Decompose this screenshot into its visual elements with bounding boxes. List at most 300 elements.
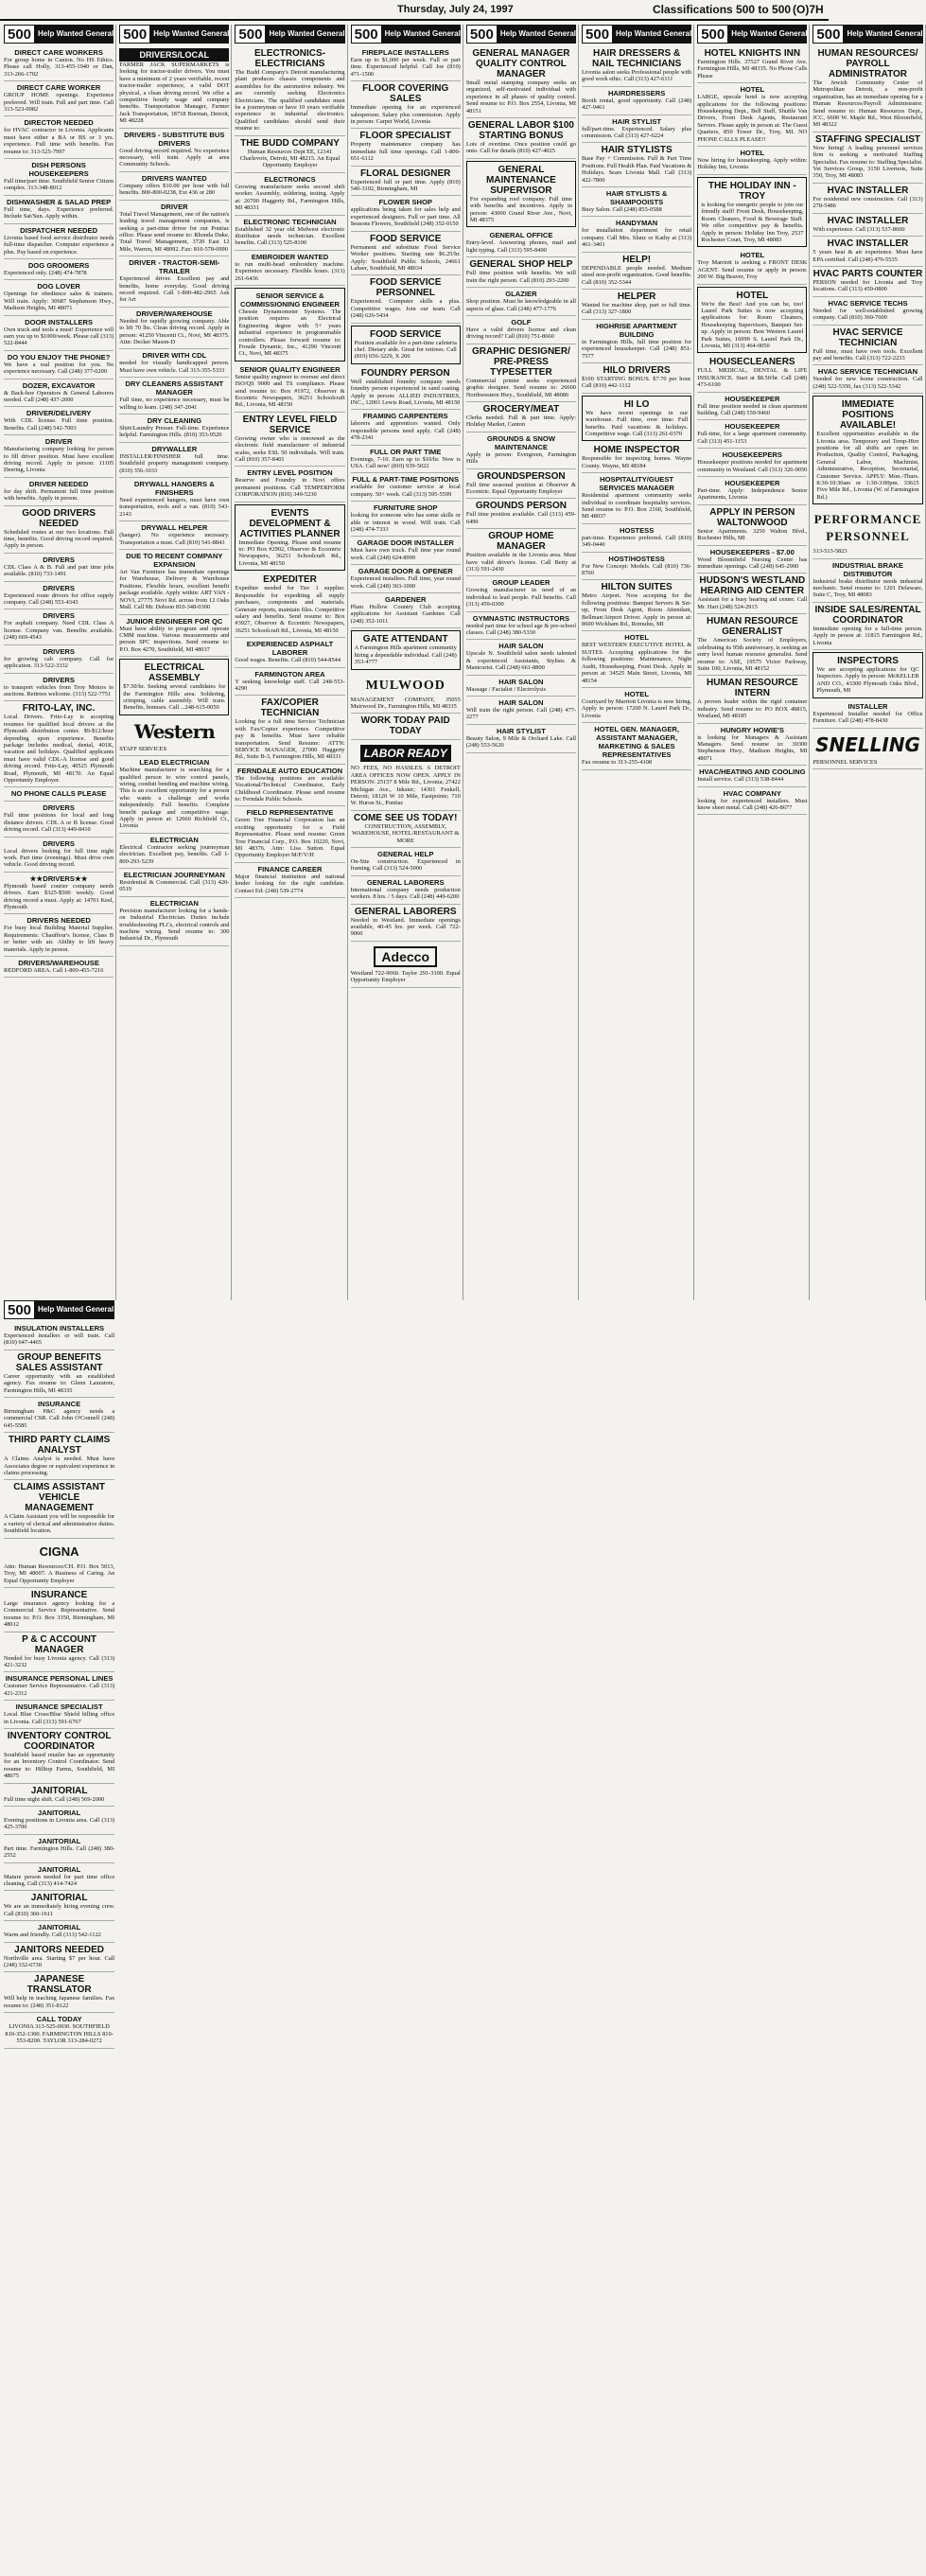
- ad-heading: FERNDALE AUTO EDUCATION: [236, 766, 343, 775]
- ad-body: Career opportunity with an established agency. Fax resume to: Glenn Lauratore, Farmington Hills, MI 48335: [4, 1372, 115, 1394]
- classified-ad: [812, 132, 922, 184]
- classified-ad: [4, 116, 114, 159]
- ad-body: looking for experienced installers. Must know sheet metal. Call (248) 426-8677: [697, 797, 808, 811]
- ad-heading: ELECTRICIAN: [149, 898, 199, 908]
- classified-ad: [812, 326, 922, 366]
- ad-heading: GROUNDS & SNOW MAINTENANCE: [486, 433, 555, 451]
- classified-ad: [466, 288, 576, 316]
- classified-ad: [4, 351, 114, 379]
- classified-ad: [235, 288, 344, 362]
- logo-text: MULWOOD: [365, 678, 446, 693]
- classified-ad: [4, 81, 114, 116]
- classified-ad: [466, 499, 576, 529]
- ad-body: Evening positions in Livonia area. Call (313) 425-3700: [4, 1817, 115, 1831]
- ad-body: For group home in Canton. No HS Ethics. Please call Holly, 313-455-1940 or Dan, 313-266-1702: [4, 57, 114, 78]
- classified-ad: [119, 521, 229, 550]
- ad-body: Local Drivers. Frito-Lay is accepting resumes for qualified local drivers at the Plymouth distribution center. $9-$12/hour depending upon experience. Benefits package includes medical, dental, 401K, vacation and holidays. Qualified applicants must have valid CDL-A license and good driving record. Frito-Lay, 40525 Plymouth Road, Plymouth, MI 48170. An Equal Opportunity Employer.: [4, 714, 114, 784]
- classified-ad: [119, 550, 229, 614]
- masthead: [0, 0, 829, 21]
- advertiser-logo: [812, 511, 922, 545]
- ad-heading: INSURANCE: [38, 1400, 81, 1409]
- column-4: [351, 25, 463, 1300]
- ad-heading: FLOOR SPECIALIST: [359, 131, 452, 142]
- ad-body: On-Site construction. Experienced in framing. Call (313) 524-5000: [350, 857, 461, 873]
- ad-heading: HAIR DRESSERS & NAIL TECHNICIANS: [591, 48, 682, 69]
- classified-ad: [351, 942, 461, 988]
- ad-body: Install service. Call (313) 538-8444: [697, 776, 784, 784]
- ad-body: Property maintenance company has immediate full time openings. Call 1-800-651-6112: [350, 141, 461, 163]
- classified-ad: [351, 630, 461, 669]
- ad-body: Need experienced hangers, must have own transportation, tools and a van. (810) 543-2143: [119, 497, 230, 518]
- ad-heading: HAIR STYLIST: [612, 116, 662, 126]
- ad-contact: CONSTRUCTION, ASSEMBLY, WAREHOUSE, HOTEL/RESTAURANT & MORE: [351, 822, 460, 844]
- ad-body: Full time seasonal position at Observer & Eccentric. Equal Opportunity Employer: [465, 481, 577, 495]
- ad-body: to transport vehicles from Troy Motors to auctions. Retirees welcome. (313) 522-7751: [4, 683, 114, 697]
- ad-body: available for customer service at local company. 50+ week. Call (313) 595-5599: [350, 484, 461, 498]
- classified-ad: [351, 129, 461, 166]
- classified-ad: [582, 217, 691, 252]
- ad-body: Growing manufacturer in need of an individual to lead people. Full benefits. Call (313) 459-0300: [465, 587, 577, 609]
- ad-heading: HAIR SALON: [498, 677, 544, 686]
- ad-body: Birmingham P&C agency needs a commercial CSR. Call John O'Connell (248) 645-5585: [4, 1408, 115, 1429]
- ad-body: Full time positions for local and long distance drivers. CDL A or B license. Good driving record. Call (313) 449-8410: [4, 812, 114, 834]
- classified-ad: [697, 505, 807, 546]
- ad-heading: HOSPITALITY/GUEST SERVICES MANAGER: [599, 475, 674, 493]
- ad-body: Metro Airport. Now accepting for the following positions: Banquet Servers & Set-up, Front Desk Agent, Room Attendant, Bellman/Airport Driver. Apply in person at: 8600 Wickham Rd., Romulus, MI: [582, 592, 692, 628]
- ad-body: For expanding roof company. Full time with benefits and incentives. Apply in person: 43000 Grand River Ave., Novi, MI 48375: [469, 195, 573, 224]
- column-header: [4, 25, 114, 44]
- ad-body: Commercial printer seeks experienced graphic designer. Send resume to: 26600 Northwestern Hwy., Southfield, MI 48086: [465, 377, 577, 398]
- ad-heading: HELPER: [617, 291, 656, 302]
- classified-ad: [697, 724, 807, 767]
- ad-heading: DRIVER - TRACTOR-SEMI-TRAILER: [129, 258, 220, 276]
- ad-body: Fax resume to 313-255-4108: [582, 759, 653, 767]
- ad-heading: FULL OR PART TIME: [370, 447, 442, 456]
- ad-heading: DO YOU ENJOY THE PHONE?: [7, 352, 111, 362]
- ad-heading: EVENTS DEVELOPMENT & ACTIVITIES PLANNER: [239, 507, 341, 539]
- ad-body: Responsible for inspecting homes. Wayne County. Wayne, MI 48184: [582, 455, 692, 469]
- classified-ad: [235, 504, 344, 572]
- ad-body: Full time, no experience necessary, must be willing to learn. (248) 347-2041: [119, 397, 230, 411]
- ad-body: Shirt/Laundry Presser. Full-time. Experience helpful. Farmington Hills. (810) 353-9520: [119, 425, 230, 439]
- ad-body: FULL MEDICAL, DENTAL & LIFE INSURANCE. Start at $8.50/hr. Call (248) 473-6100: [697, 367, 808, 389]
- ad-heading: JUNIOR ENGINEER FOR QC: [126, 616, 223, 626]
- ad-body: Must have ability to program and operate CMM machine. Various measurements and person SPC inspections. Send resume to: P.O. Box 4270, Southfield, MI 48037: [119, 625, 230, 653]
- classified-ad: [4, 1398, 114, 1433]
- category-number: 500: [697, 25, 728, 44]
- classified-ad: [351, 366, 461, 411]
- classified-ad: [812, 46, 922, 132]
- ad-heading: HOUSECLEANERS: [709, 357, 795, 368]
- classified-ad: [4, 1863, 114, 1892]
- ad-body: Expediter needed for Tier 1 supplier. Responsible for expediting all supply purchases, components and materials. Generate reports, maintain files. Competitive salary and benefits. Send resume to: Box #3927, Observer & Eccentric Newspapers, 36251 Schoolcraft Rd., Livonia, MI 48150: [235, 585, 345, 634]
- ad-heading: DRIVERS: [43, 583, 75, 592]
- classified-ad: [812, 506, 922, 558]
- classified-ad: [812, 237, 922, 267]
- ad-body: Must have own truck. Full time year round work. Call (248) 624-8999: [350, 547, 461, 561]
- ad-heading: FIELD REPRESENTATIVE: [246, 808, 334, 818]
- ad-heading: DRIVER: [44, 437, 73, 447]
- ad-heading: INSIDE SALES/RENTAL COORDINATOR: [814, 604, 921, 626]
- ad-body: We have a real position for you. No experience necessary. Call (248) 377-0200: [4, 361, 114, 376]
- classified-ad: [697, 787, 807, 816]
- classified-ad: [351, 326, 461, 364]
- ad-heading: GENERAL LABOR $100 STARTING BONUS: [467, 120, 574, 142]
- classified-ad: [235, 638, 344, 667]
- classified-ad: [4, 159, 114, 196]
- ad-heading: GENERAL MANAGER QUALITY CONTROL MANAGER: [472, 48, 570, 79]
- ad-heading: ELECTRICIAN: [149, 835, 199, 844]
- classified-ad: [697, 393, 807, 421]
- classified-ad: [4, 280, 114, 315]
- ad-body: DEPENDABLE people needed. Medium sized non-profit organization. Good benefits. Call (810) 352-5344: [582, 264, 692, 286]
- classified-ad: [697, 177, 807, 247]
- ad-body: Base Pay + Commission. Full & Part Time Positions. Full Health Plan. Paid Vacations & Holidays. Sears Livonia Mall. Call (313) 422-7800: [582, 155, 692, 184]
- category-number: 500: [4, 1300, 35, 1319]
- classified-ad: [466, 402, 576, 432]
- ad-body: Farmington Hills. 37527 Grand River Ave. Farmington Hills, MI 48335. No Phone Calls Please: [697, 59, 808, 79]
- ad-body: Experienced. Computer skills a plus. Competitive wages. Join our team. Call (248) 626-5434: [350, 298, 461, 320]
- ad-body: Warm and friendly. Call (313) 542-1122: [4, 1932, 101, 1939]
- ad-heading: FIREPLACE INSTALLERS: [361, 48, 449, 57]
- ad-heading: HVAC SERVICE TECHNICIAN: [832, 326, 903, 348]
- ad-heading: GENERAL SHOP HELP: [469, 259, 573, 271]
- classified-ad: [4, 1835, 114, 1863]
- category-label: Help Wanted General: [38, 29, 114, 38]
- classified-ad: [4, 1433, 114, 1480]
- classified-ad: [235, 251, 344, 286]
- ad-heading: JANITORS NEEDED: [14, 1944, 105, 1955]
- ad-heading: GROUNDSPERSON: [477, 470, 566, 482]
- ad-body: PERSON needed for Livonia and Troy locations. Call (313) 459-0800: [812, 278, 923, 293]
- classified-ad: [4, 554, 114, 582]
- ad-heading: DRY CLEANING: [147, 416, 201, 425]
- ad-body: (hanger). No experience necessary. Transportation a must. Call (810) 541-8843: [119, 532, 230, 546]
- classified-ad: [119, 378, 229, 415]
- ad-heading: IMMEDIATE POSITIONS AVAILABLE!: [839, 399, 897, 432]
- advertiser-logo: [351, 946, 461, 967]
- ad-heading: JAPANESE TRANSLATOR: [26, 1974, 92, 1996]
- ad-body: Experienced Installer needed for Office Furniture. Call (248) 478-8430: [812, 710, 923, 725]
- classified-ad: [351, 905, 461, 942]
- classified-ad: [697, 766, 807, 786]
- ad-heading: FAX/COPIER TECHNICIAN: [260, 697, 320, 719]
- ad-heading: THE BUDD COMPANY: [240, 137, 340, 149]
- section-title: Classifications 500 to 500: [653, 3, 792, 16]
- ad-heading: HAIR SALON: [498, 698, 544, 708]
- classified-ad: [812, 396, 922, 504]
- ad-body: $7.50/hr. Seeking several candidates for the Farmington Hills area. Soldering, crimping, cable assembly. Will train. Benefits, bonuses. Call ...248-615-0050: [123, 683, 226, 712]
- ad-heading: FRAMING CARPENTERS: [362, 412, 448, 421]
- column-8: [812, 25, 925, 1300]
- ad-heading: DRIVERS NEEDED: [26, 916, 91, 926]
- ad-heading: CLAIMS ASSISTANT VEHICLE MANAGEMENT: [13, 1482, 105, 1514]
- ad-heading: EMBROIDER WANTED: [251, 252, 329, 261]
- ad-heading: FARMINGTON AREA: [254, 669, 325, 679]
- classified-ad: [4, 838, 114, 873]
- ad-body: Immediate opening for a full-time person. Apply in person at: 11815 Farmington Rd., Livonia: [812, 625, 923, 646]
- classified-ad: [235, 46, 344, 136]
- ad-heading: THE HOLIDAY INN - TROY: [708, 180, 796, 202]
- category-number: 500: [351, 25, 382, 44]
- ad-body: Needed for rapidly growing company. Able to lift 70 lbs. Clean driving record. Apply in person: 41250 Vincenti Ct., Novi, MI 48375. Attn: Decker Mason-D: [119, 317, 230, 345]
- ad-heading: INDUSTRIAL BRAKE DISTRIBUTOR: [832, 560, 903, 578]
- classified-ad: [351, 473, 461, 502]
- ad-heading: DRIVER: [160, 202, 188, 211]
- column-1: [4, 25, 116, 1300]
- ad-body: Reserve and Foundry in Novi offers permanent positions. Call TEMPERFORM CORPORATION (810) 349-5230: [235, 477, 345, 499]
- classified-ad: [466, 432, 576, 469]
- ad-body: Northville area. Starting $7 per hour. Call (248) 332-6730: [4, 1954, 115, 1969]
- classified-ad: [582, 320, 691, 363]
- ad-body: PERSONNEL SERVICES: [812, 758, 878, 766]
- ad-heading: DIRECT CARE WORKERS: [14, 48, 103, 57]
- classified-ad: [351, 714, 461, 740]
- ad-heading: GYMNASTIC INSTRUCTORS: [472, 613, 570, 623]
- classified-ad: [697, 355, 807, 392]
- ad-heading: DRIVERS: [43, 838, 75, 848]
- classified-ad: [697, 676, 807, 723]
- ad-heading: GENERAL OFFICE: [489, 231, 553, 240]
- ad-body: Have a valid drivers license and clean driving record? Call (810) 751-8660: [465, 326, 577, 341]
- classified-ad: [582, 396, 691, 442]
- ad-heading: HVAC INSTALLER: [827, 185, 909, 196]
- classified-ad: [4, 802, 114, 837]
- classified-ad: [351, 446, 461, 474]
- ad-body: For residential new construction. Call (313) 278-5486: [812, 195, 923, 210]
- ad-body: Growing owner who is renowned as the electronic field manufacturer of industrial scales, seeks ESL 50 individuals. Will train. Call (810) 357-8401: [235, 434, 345, 464]
- logo-text: SNELLING: [815, 732, 920, 756]
- ad-heading: GRAPHIC DESIGNER/ PRE-PRESS TYPESETTER: [471, 345, 570, 378]
- column-header: [4, 1300, 114, 1319]
- ad-heading: DRYWALL HANGERS & FINISHERS: [133, 480, 215, 498]
- ad-heading: DRIVER NEEDED: [28, 479, 89, 488]
- classified-ad: [697, 477, 807, 505]
- ad-body: Wood Bloomfield Nursing Center has immediate openings. Call (248) 645-2900: [697, 556, 808, 571]
- ad-body: MANAGEMENT COMPANY, 35055 Muirwood Dr., Farmington Hills, MI 48335: [350, 696, 461, 710]
- ad-body: Assistant for a busy hearing aid center. Call Mr. Hart (248) 524-2915: [697, 596, 808, 610]
- ad-body: Will help in teaching Japanese families. Fax resume to: (248) 351-8122: [4, 1995, 115, 2009]
- ad-heading: HOSTESS: [619, 525, 655, 535]
- classified-ad: [466, 697, 576, 725]
- ad-heading: EXPEDITER: [263, 574, 317, 586]
- ad-body: Courtyard by Marriott Livonia is now hiring. Apply in person: 17200 N. Laurel Park Dr., Livonia: [582, 697, 692, 719]
- ad-heading: HUMAN RESOURCE INTERN: [706, 678, 798, 699]
- ad-heading: HOUSEKEEPER: [725, 479, 780, 488]
- ad-heading: GARAGE DOOR & OPENER: [358, 567, 453, 576]
- ad-heading: FLOOR COVERING SALES: [362, 83, 449, 105]
- classified-ad: [351, 848, 461, 876]
- classified-ad: [235, 136, 344, 173]
- ad-heading: HOTEL GEN. MANAGER, ASSISTANT MANAGER, MARKETING & SALES REPRESENTATIVES: [594, 725, 679, 760]
- ad-body: to run multi-head embroidery machine. Experience necessary. Flexible hours. (313) 261-6436: [235, 260, 345, 282]
- ad-heading: GARDENER: [384, 595, 427, 605]
- ad-body: Upscale N. Southfield salon needs talented & experienced Assistants, Stylists & Manicurist. Call (248) 661-8800: [465, 650, 577, 672]
- classified-ad: [351, 46, 461, 81]
- ad-body: Established 32 year old Midwest electronic distributor needs technician. Excellent benefits. Call (313) 525-8100: [235, 225, 345, 247]
- classified-ad: [235, 765, 344, 807]
- classified-ad: [4, 46, 114, 81]
- classified-ad: [697, 449, 807, 477]
- ad-body: Part-time. Apply: Independence Senior Apartments, Livonia: [697, 487, 808, 502]
- ad-heading: INSURANCE: [30, 1589, 88, 1600]
- ad-body: For New Concept: Models. Call (810) 736-8700: [582, 562, 692, 577]
- classified-ad: [466, 469, 576, 500]
- category-label: Help Wanted General: [847, 29, 923, 38]
- classified-ad: [4, 674, 114, 702]
- classified-ad: [235, 806, 344, 862]
- ad-body: Growing manufacturer seeks second shift worker. Assembly, soldering, testing. Apply at: 26700 Haggerty Rd., Farmington Hills, MI 48331: [235, 183, 345, 212]
- ad-body: Plum Hollow Country Club accepting applications for Assistant Gardener. Call (248) 352-1011: [350, 604, 461, 625]
- ad-body: FARMER JACK SUPERMARKETS is looking for tractor-trailer drivers. You must have a minimum of 2 years verifiable, recent tractor-trailer experience, a valid DOT physical, a clean driving record. We offer a competitive hourly wage and company benefits. Transportation Manager, Farmer Jack Transportation, 18718 Borman, Detroit, MI 48228: [119, 62, 230, 125]
- ad-heading: FOOD SERVICE: [370, 328, 442, 340]
- ad-body: Now hiring for housekeeping. Apply within: Holiday Inn, Livonia: [697, 157, 808, 171]
- classified-ad: [812, 365, 922, 394]
- ad-body: Art Van Furniture has immediate openings for Warehouse, Delivery & Warehouse Positions. Flexible hours, excellent benefit package available. Apply within: ART VAN - NOVI, 27775 Novi Rd. across from 12 Oaks Mall. Call Mr. Dobson 810-348-0300: [119, 569, 230, 611]
- category-label: Help Wanted General: [38, 1305, 114, 1314]
- ad-heading: GENERAL LABORERS: [366, 877, 445, 887]
- ad-body: BEST WESTERN EXECUTIVE HOTEL & SUITES. Accepting applications for the following positions: Maintenance, Night Audit, Housekeeping, Front Desk. Apply in person at: 34525 Main Street, Livonia, MI 48154: [582, 642, 692, 684]
- classified-ad: [582, 253, 691, 290]
- ad-body: Apply in person: Evergreen, Farmington Hills: [465, 450, 577, 466]
- classified-ad: [466, 118, 576, 159]
- classified-ad: [4, 196, 114, 224]
- ad-body: looking for someone who has some skills or able or interest in wood. Will train. Call (248) 474-7333: [350, 512, 461, 534]
- ad-heading: ENTRY LEVEL FIELD SERVICE: [242, 414, 338, 435]
- ad-body: 313-513-5823: [812, 548, 847, 556]
- classified-ad: [4, 435, 114, 478]
- category-number: 500: [4, 25, 35, 44]
- classified-ad: [4, 957, 114, 978]
- ad-body: & Back-hoe Operators & General Laborers needed. Call (248) 437-2600: [4, 389, 114, 403]
- ad-body: With CDL license. Full time position. Benefits. Call (248) 542-7003: [4, 417, 114, 432]
- ad-body: $100 STARTING BONUS. $7.70 per hour. Call (810) 442-1112: [582, 375, 692, 390]
- classified-ad: [351, 740, 461, 810]
- category-label: Help Wanted General: [153, 29, 230, 38]
- ad-heading: HUMAN RESOURCES/ PAYROLL ADMINISTRATOR: [817, 48, 918, 79]
- ad-body: The American Society of Employers, celebrating its 95th anniversary, is seeking an entry level human resource generalist. Send resume to: ASE, 19575 Victor Parkway, Suite 100, Livonia, MI 48152: [697, 637, 808, 672]
- ad-heading: ENTRY LEVEL POSITION: [247, 468, 333, 478]
- ad-body: Full time, must have own tools. Excellent pay and benefits. Call (313) 722-2233: [812, 347, 923, 362]
- ad-heading: GOOD DRIVERS NEEDED: [22, 507, 96, 529]
- classified-ad: [235, 668, 344, 697]
- classified-ad: [119, 659, 229, 715]
- ad-body: STAFF SERVICES: [119, 745, 167, 752]
- classified-ad: [812, 297, 922, 326]
- ad-body: Troy Marriott is seeking a FRONT DESK AGENT. Send resume or apply in person: 200 W. Big Beaver, Troy: [697, 259, 808, 281]
- classified-ad: [119, 443, 229, 478]
- classified-ad: [119, 308, 229, 350]
- ad-body: LARGE, upscale hotel is now accepting applications for the following positions: Housekeeping Dept., Bell Staff, Shuttle Van Drivers, Front Desk Agents, Restaurant Servers. Please apply in person at: The Guest Quarters, 850 Tower Dr., Troy, MI. NO PHONE CALLS PLEASE!!: [697, 94, 808, 143]
- classified-ad: [697, 83, 807, 147]
- ad-heading: FOOD SERVICE: [370, 233, 442, 244]
- ad-heading: HAIRDRESSERS: [607, 88, 666, 97]
- ad-body: Westland 722-9060. Taylor 291-3100. Equal Opportunity Employer: [350, 969, 461, 984]
- ad-body: Chessie Dynamometer Systems. The position requires an Electrical Engineering degree with 5+ years industrial experience in programmable controllers. Please forward resume to: Froude Dynamic, Inc., 41290 Vincenti Ct., Novi, MI 48375: [238, 308, 341, 358]
- ad-body: INSTALLER/FINISHER full time. Southfield property management company. (810) 356-1033: [119, 452, 230, 474]
- ad-body: Booth rental, good opportunity. Call (248) 427-9461: [582, 97, 692, 112]
- classified-ad: [4, 873, 114, 915]
- classified-ad: [4, 478, 114, 506]
- ad-body: is looking for energetic people to join our friendly staff! Front Desk, Housekeeping, Room Cleaners, Food & Beverage Staff. We offer competitive pay & benefits. Apply in person: Holiday Inn Troy, 2537 Rochester Court, Troy, MI 48083: [701, 201, 804, 243]
- ad-body: Small metal stamping company seeks an organized, self-motivated individual with experience in all phases of quality control. Send resume to: P.O. Box 2554, Livonia, MI 48151: [465, 79, 577, 115]
- ad-heading: HVAC SERVICE TECHS: [828, 298, 908, 308]
- ad-heading: FOUNDRY PERSON: [360, 367, 450, 379]
- ad-heading: ELECTRICIAN JOURNEYMAN: [123, 871, 225, 880]
- ad-body: Customer Service Representative. Call (313) 421-2312: [4, 1683, 115, 1697]
- ad-heading: HOUSEKEEPER: [725, 394, 780, 403]
- ad-heading: INVENTORY CONTROL COORDINATOR: [7, 1730, 112, 1752]
- category-number: 500: [582, 25, 613, 44]
- ad-heading: HAIR STYLIST: [496, 726, 546, 735]
- ad-body: Attn: Human Resources/CH. P.O. Box 5013, Troy, MI 48007. A Business of Caring. An Equal Opportunity Employer: [4, 1562, 115, 1584]
- classified-ad: [582, 723, 691, 769]
- classified-ad: [4, 1588, 114, 1632]
- ad-body: Position available for a part-time cafeteria chef. Dietary aide. Great for retirees. Call (810) 656-3229, X 206: [354, 339, 457, 361]
- ad-body: Good wages. Benefits. Call (810) 544-8544: [235, 657, 341, 664]
- column-3: [235, 25, 347, 1300]
- ad-heading: HVAC INSTALLER: [827, 238, 909, 250]
- ad-heading: DRIVER/DELIVERY: [26, 409, 92, 418]
- classified-ad: [119, 46, 229, 129]
- ad-heading: HOTEL: [736, 290, 769, 301]
- ad-body: The Jewish Community Center of Metropolitan Detroit, a non-profit organization, has an immediate opening for a Human Resources/Payroll Administrator. Send resume to: Human Resources Dept., JCC, 6600 W. Maple Rd., West Bloomfield, MI 48322: [812, 79, 923, 129]
- ad-body: Needed for new home construction. Call (248) 522-5350, fax (313) 522-5342: [812, 376, 923, 390]
- ad-heading: DISH PERSONS HOUSEKEEPERS: [28, 161, 89, 179]
- ad-body: We are accepting applications for QC Inspectors. Apply in person: McKELLER AND CO., 43300 Plymouth Oaks Blvd., Plymouth, MI: [816, 666, 919, 695]
- ad-body: Southfield based retailer has an opportunity for an Inventory Control Coordinator. Send resume to: Hilltop Farms, Southfield, MI 48075: [4, 1751, 115, 1780]
- ad-heading: LEAD ELECTRICIAN: [139, 758, 210, 768]
- classified-ad: [582, 363, 691, 394]
- ad-heading: DRIVERS: [43, 675, 75, 684]
- column-6: [582, 25, 694, 1300]
- classified-ad: [351, 275, 461, 323]
- classified-ad: [582, 187, 691, 217]
- ad-heading: DRIVERS: [43, 646, 75, 656]
- ad-heading: INSURANCE SPECIALIST: [15, 1703, 103, 1712]
- ad-heading: DRIVER WITH CDL: [142, 351, 207, 361]
- ad-body: part-time. Experience preferred. Call (810) 349-0440: [582, 534, 692, 549]
- ad-body: Well established foundry company needs foundry person experienced in sand casting. Apply in person: ALLIED INDUSTRIES, INC., 12001 Lewis Road, Livonia, MI 48150: [350, 378, 461, 406]
- ad-heading: JANITORIAL: [30, 1785, 88, 1796]
- classified-ad: [697, 546, 807, 574]
- ad-heading: DUE TO RECENT COMPANY EXPANSION: [126, 552, 223, 570]
- ad-body: Experienced full or part time. Apply (810) 540-3102, Birmingham, MI: [350, 178, 461, 193]
- ad-heading: APPLY IN PERSON WALTONWOOD: [709, 506, 795, 528]
- classified-ad: [351, 232, 461, 276]
- ad-heading: DOOR INSTALLERS: [25, 317, 94, 326]
- ad-heading: EXPERIENCED ASPHALT LABORER: [246, 640, 334, 658]
- classified-ad: [466, 161, 576, 228]
- ad-body: Good driving record required. No experience necessary, will train. Apply at area Community Schools.: [119, 147, 230, 168]
- ad-body: A Claim Assistant you will be responsible for a variety of clerical and administrative duties. Southfield location.: [4, 1513, 115, 1535]
- ad-body: Scheduled routes at our two locations. Full time, benefits. Good driving record required. Apply in person.: [4, 528, 114, 550]
- ad-body: Massage / Facialist / Electrolysis: [465, 685, 546, 693]
- classified-ad: [4, 1921, 114, 1942]
- issue-date: Thursday, July 24, 1997: [397, 4, 514, 15]
- ad-heading: DOG GROOMERS: [27, 260, 90, 270]
- ad-heading: HOTEL KNIGHTS INN: [704, 48, 801, 59]
- ad-heading: DRIVERS/LOCAL: [119, 48, 229, 62]
- ad-body: Clerks needed. Full & part time. Apply: Holiday Market, Canton: [465, 414, 577, 429]
- ad-heading: JANITORIAL: [37, 1923, 81, 1932]
- classified-ad: [4, 1972, 114, 2013]
- ad-heading: HAIR STYLISTS & SHAMPOOISTS: [605, 189, 668, 207]
- classified-ad: [235, 863, 344, 898]
- ad-body: Full time position needed in clean apartment building. Call (248) 559-9460: [697, 402, 808, 416]
- classified-ad: [812, 214, 922, 237]
- column-header: [697, 25, 807, 44]
